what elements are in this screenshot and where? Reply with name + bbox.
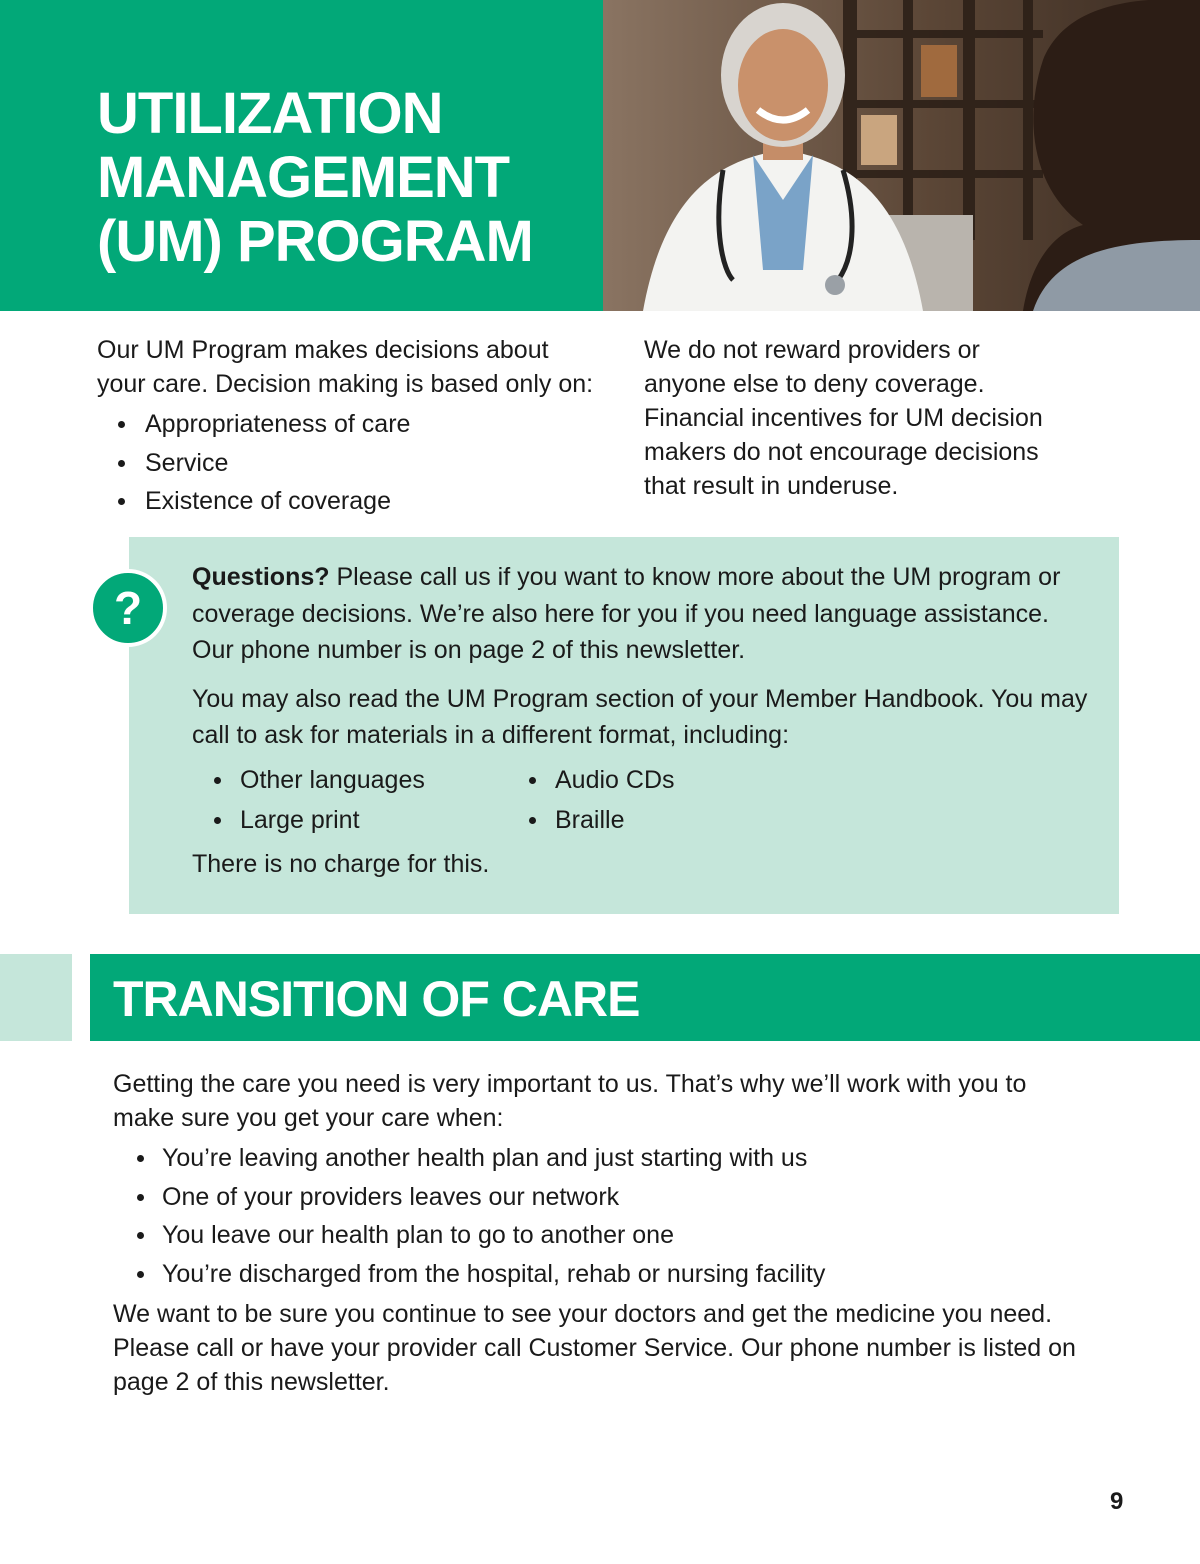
list-item: Braille xyxy=(507,800,675,840)
section-title: TRANSITION OF CARE xyxy=(113,971,640,1027)
questions-lead: Questions? xyxy=(192,563,330,591)
transition-body xyxy=(113,1067,1093,1399)
title-line-3: (UM) PROGRAM xyxy=(97,209,533,274)
no-charge-note: There is no charge for this. xyxy=(192,850,490,878)
formats-column-1 xyxy=(192,760,425,840)
title-line-2: MANAGEMENT xyxy=(97,145,510,210)
formats-column-2 xyxy=(507,760,675,840)
list-item: Large print xyxy=(192,800,425,840)
intro-right-column xyxy=(644,333,1064,503)
list-item: You’re leaving another health plan and just starting with us xyxy=(113,1139,1093,1178)
incentives-paragraph: We do not reward providers or anyone else to deny coverage. Financial incentives for UM decision makers do not encourage decisions that result in underuse. xyxy=(644,336,1043,500)
title-line-1: UTILIZATION xyxy=(97,81,443,146)
list-item: Existence of coverage xyxy=(97,482,597,521)
questions-paragraph xyxy=(192,559,1092,669)
transition-closing: We want to be sure you continue to see your doctors and get the medicine you need. Please call or have your provider call Customer Service. Our phone number is listed on page 2 of this newsletter. xyxy=(113,1300,1076,1396)
list-item: You’re discharged from the hospital, rehab or nursing facility xyxy=(113,1255,1093,1294)
list-item: Service xyxy=(97,444,597,483)
page-title xyxy=(97,82,587,274)
intro-left-column xyxy=(97,333,597,521)
transition-intro: Getting the care you need is very important to us. That’s why we’ll work with you to make sure you get your care when: xyxy=(113,1070,1027,1132)
transition-list xyxy=(113,1139,1093,1293)
page-number: 9 xyxy=(1110,1488,1124,1515)
list-item: Audio CDs xyxy=(507,760,675,800)
list-item: Other languages xyxy=(192,760,425,800)
doctor-photo xyxy=(603,0,1200,311)
question-mark-icon: ? xyxy=(89,569,167,647)
decision-basis-list xyxy=(97,405,597,521)
section-accent xyxy=(0,954,72,1041)
list-item: One of your providers leaves our network xyxy=(113,1178,1093,1217)
questions-text xyxy=(192,559,1092,754)
doctor-patient-illustration xyxy=(603,0,1200,311)
intro-paragraph: Our UM Program makes decisions about your care. Decision making is based only on: xyxy=(97,336,594,398)
list-item: Appropriateness of care xyxy=(97,405,597,444)
handbook-paragraph: You may also read the UM Program section of your Member Handbook. You may call to ask for materials in a different format, including: xyxy=(192,684,1088,749)
list-item: You leave our health plan to go to another one xyxy=(113,1216,1093,1255)
questions-body: Please call us if you want to know more about the UM program or coverage decisions. We’re also here for you if you need language assistance. Our phone number is on page 2 of this newsletter. xyxy=(192,563,1061,664)
